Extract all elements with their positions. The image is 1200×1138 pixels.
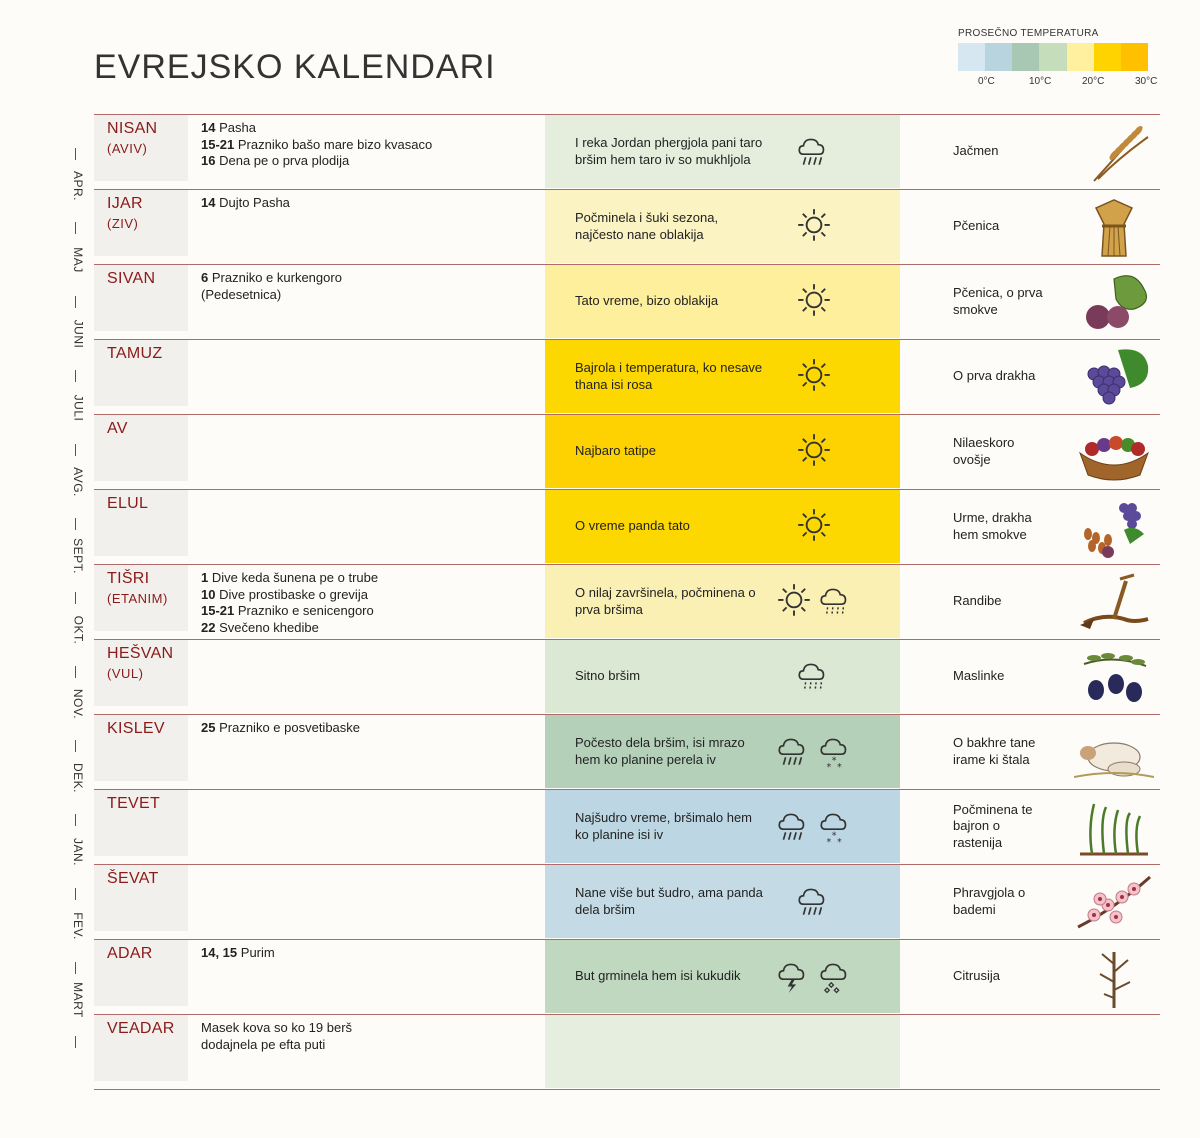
festival-text: Prazniko e posvetibaske bbox=[219, 720, 361, 735]
festival-text: Pasha bbox=[219, 120, 256, 135]
gregorian-month-label: OKT. bbox=[71, 615, 86, 645]
hebrew-month-name: ŠEVAT bbox=[107, 870, 159, 887]
festival-day: 6 bbox=[201, 270, 209, 285]
hebrew-month-cell bbox=[94, 940, 188, 1006]
weather-text: Tato vreme, bizo oblakija bbox=[575, 293, 719, 309]
crop-text: Urme, drakha hem smokve bbox=[953, 510, 1032, 542]
festival-day: 22 bbox=[201, 619, 216, 635]
svg-text:*: * bbox=[837, 761, 842, 771]
month-row bbox=[94, 489, 1160, 564]
festival-day: 25 bbox=[201, 720, 216, 735]
festival-text: Dive prostibaske o grevija bbox=[219, 586, 368, 602]
weather-icons bbox=[795, 131, 833, 171]
sun-icon bbox=[795, 356, 833, 396]
fig-icon bbox=[1074, 269, 1154, 335]
hebrew-month-cell bbox=[94, 1015, 188, 1081]
rain-cloud-icon bbox=[775, 806, 813, 846]
temperature-legend bbox=[958, 28, 1178, 92]
legend-title: PROSEČNO TEMPERATURA bbox=[958, 28, 1099, 39]
gregorian-month-label: SEPT. bbox=[71, 538, 86, 574]
hebrew-month-cell bbox=[94, 865, 188, 931]
festival-day: 1 bbox=[201, 570, 209, 585]
weather-cell bbox=[545, 940, 900, 1013]
wheat-sheaf-icon bbox=[1074, 194, 1154, 260]
barley-icon bbox=[1074, 119, 1154, 185]
weather-cell bbox=[545, 490, 900, 563]
weather-text: Nane više but šudro, ama panda dela bršim bbox=[575, 885, 763, 917]
month-row bbox=[94, 264, 1160, 339]
festival-text: Svečeno khedibe bbox=[219, 619, 319, 635]
festivals-cell bbox=[201, 1020, 361, 1053]
crop-text: Nilaeskoro ovošje bbox=[953, 435, 1015, 467]
weather-text: Počminela i šuki sezona, najčesto nane oblakija bbox=[575, 210, 719, 242]
weather-cell bbox=[545, 565, 900, 638]
month-row bbox=[94, 939, 1160, 1014]
festival-text: Dujto Pasha bbox=[219, 195, 290, 210]
month-row bbox=[94, 189, 1160, 264]
hebrew-month-alt-name: (ZIV) bbox=[107, 216, 139, 231]
festival-text: Prazniko e kurkengoro (Pedesetnica) bbox=[201, 270, 342, 302]
hebrew-month-name: ELUL bbox=[107, 495, 149, 512]
legend-tick: 30°C bbox=[1135, 76, 1158, 87]
festivals-cell bbox=[201, 120, 531, 170]
sun-icon bbox=[795, 431, 833, 471]
crop-text: Pčenica, o prva smokve bbox=[953, 285, 1043, 317]
snow-cloud-icon bbox=[817, 806, 855, 846]
weather-text: Najbaro tatipe bbox=[575, 443, 656, 459]
hebrew-month-cell bbox=[94, 490, 188, 556]
weather-icons bbox=[795, 881, 833, 921]
weather-text: O vreme panda tato bbox=[575, 518, 690, 534]
thunder-cloud-icon bbox=[775, 956, 813, 996]
weather-text: Bajrola i temperatura, ko nesave thana isi rosa bbox=[575, 360, 763, 392]
crop-text: Randibe bbox=[953, 593, 1002, 609]
hebrew-month-name: SIVAN bbox=[107, 270, 156, 287]
citrus-branch-icon bbox=[1074, 944, 1154, 1010]
weather-icons bbox=[795, 356, 833, 396]
rain-cloud-icon bbox=[795, 881, 833, 921]
festival-entry bbox=[201, 1020, 361, 1053]
weather-cell bbox=[545, 1015, 900, 1088]
weather-text: O nilaj završinela, počminena o prva bršima bbox=[575, 585, 756, 617]
month-row bbox=[94, 1014, 1160, 1090]
legend-tick: 10°C bbox=[1029, 76, 1052, 87]
svg-text:*: * bbox=[831, 755, 837, 767]
fruit-basket-icon bbox=[1074, 419, 1154, 485]
festival-day: 14 bbox=[201, 195, 216, 210]
month-row bbox=[94, 339, 1160, 414]
hebrew-month-alt-name: (AVIV) bbox=[107, 141, 148, 156]
festival-text: Dena pe o prva plodija bbox=[219, 153, 350, 168]
hebrew-month-name: ADAR bbox=[107, 945, 153, 962]
festival-entry bbox=[201, 195, 531, 212]
festival-text: Prazniko bašo mare bizo kvasaco bbox=[237, 136, 433, 152]
sun-icon bbox=[795, 206, 833, 246]
gregorian-month-label: JULI bbox=[71, 394, 85, 422]
weather-cell bbox=[545, 190, 900, 263]
festival-text: Prazniko e senicengoro bbox=[237, 603, 374, 618]
gregorian-month-label: MAJ bbox=[71, 247, 85, 273]
hail-cloud-icon bbox=[817, 956, 855, 996]
weather-cell bbox=[545, 790, 900, 863]
festival-entry bbox=[201, 120, 531, 137]
gregorian-months-column bbox=[62, 114, 92, 1074]
svg-text:*: * bbox=[826, 761, 832, 771]
weather-cell bbox=[545, 265, 900, 338]
crop-text: Citrusija bbox=[953, 968, 1000, 984]
legend-swatch bbox=[1121, 43, 1148, 71]
festival-entry bbox=[201, 587, 531, 604]
sun-icon bbox=[775, 581, 813, 621]
weather-text: I reka Jordan phergjola pani taro bršim hem taro iv so mukhljola bbox=[575, 135, 763, 167]
month-row bbox=[94, 864, 1160, 939]
weather-text bbox=[575, 1015, 765, 1088]
festival-entry bbox=[201, 720, 531, 737]
festival-day: 16 bbox=[201, 153, 216, 168]
legend-swatch bbox=[958, 43, 985, 71]
weather-icons bbox=[795, 281, 833, 321]
gregorian-month-label: NOV. bbox=[71, 688, 85, 720]
festival-text: Dive keda šunena pe o trube bbox=[211, 570, 379, 585]
month-divider bbox=[75, 1036, 76, 1048]
month-row bbox=[94, 114, 1160, 189]
weather-text: Najšudro vreme, bršimalo hem ko planine isi iv bbox=[575, 810, 753, 842]
drizzle-cloud-icon bbox=[795, 656, 833, 696]
weather-text: Sitno bršim bbox=[575, 668, 641, 684]
rain-cloud-icon bbox=[795, 131, 833, 171]
legend-tick: 20°C bbox=[1082, 76, 1105, 87]
hebrew-month-cell bbox=[94, 790, 188, 856]
festival-entry bbox=[201, 137, 531, 154]
crop-text: Phravgjola o bademi bbox=[953, 885, 1026, 917]
drizzle-cloud-icon bbox=[817, 581, 855, 621]
hebrew-month-name: HEŠVAN bbox=[107, 645, 174, 662]
hebrew-month-name: VEADAR bbox=[107, 1020, 175, 1037]
festival-day: 15-21 bbox=[201, 136, 235, 152]
month-row bbox=[94, 639, 1160, 714]
hebrew-month-cell bbox=[94, 115, 188, 181]
hebrew-month-alt-name: (VUL) bbox=[107, 666, 144, 681]
svg-text:*: * bbox=[826, 836, 832, 846]
festivals-cell bbox=[201, 720, 531, 737]
snow-cloud-icon bbox=[817, 731, 855, 771]
hebrew-month-cell bbox=[94, 340, 188, 406]
gregorian-month-label: DEK. bbox=[71, 762, 86, 794]
legend-ticks bbox=[958, 76, 1178, 92]
hebrew-month-cell bbox=[94, 265, 188, 331]
legend-swatch bbox=[1067, 43, 1094, 71]
sun-icon bbox=[795, 506, 833, 546]
weather-icons bbox=[775, 731, 855, 771]
hebrew-month-name: AV bbox=[107, 420, 128, 437]
weather-cell bbox=[545, 115, 900, 188]
weather-cell bbox=[545, 715, 900, 788]
festival-entry bbox=[201, 570, 531, 587]
plow-icon bbox=[1074, 569, 1154, 635]
festivals-cell bbox=[201, 195, 531, 212]
gregorian-month-label: AVG. bbox=[71, 467, 86, 497]
hebrew-month-name: IJAR bbox=[107, 195, 143, 212]
grapes-icon bbox=[1074, 344, 1154, 410]
sprout-icon bbox=[1074, 794, 1154, 860]
weather-cell bbox=[545, 415, 900, 488]
rain-cloud-icon bbox=[775, 731, 813, 771]
weather-icons bbox=[795, 656, 833, 696]
hebrew-month-name: NISAN bbox=[107, 120, 158, 137]
weather-cell bbox=[545, 340, 900, 413]
hebrew-month-name: TEVET bbox=[107, 795, 161, 812]
month-row bbox=[94, 564, 1160, 639]
festivals-cell bbox=[201, 270, 361, 303]
month-row bbox=[94, 414, 1160, 489]
legend-tick: 0°C bbox=[978, 76, 995, 87]
weather-icons bbox=[775, 956, 855, 996]
festival-entry bbox=[201, 945, 531, 962]
svg-text:*: * bbox=[831, 830, 837, 842]
crop-text: Počminena te bajron o rastenija bbox=[953, 801, 1033, 850]
hebrew-month-cell bbox=[94, 640, 188, 706]
festival-text: Purim bbox=[240, 945, 275, 960]
calendar-table bbox=[94, 114, 1160, 1090]
hebrew-month-cell bbox=[94, 715, 188, 781]
crop-text: Maslinke bbox=[953, 668, 1005, 684]
weather-icons bbox=[795, 431, 833, 471]
festival-text: Masek kova so ko 19 berš dodajnela pe efta puti bbox=[201, 1020, 353, 1052]
legend-swatch bbox=[1012, 43, 1039, 71]
month-row bbox=[94, 789, 1160, 864]
legend-swatch bbox=[985, 43, 1012, 71]
sheep-icon bbox=[1074, 719, 1154, 785]
weather-cell bbox=[545, 640, 900, 713]
svg-text:*: * bbox=[837, 836, 842, 846]
hebrew-month-cell bbox=[94, 565, 188, 631]
festival-entry bbox=[201, 270, 361, 303]
hebrew-month-cell bbox=[94, 415, 188, 481]
dates-grapes-icon bbox=[1074, 494, 1154, 560]
hebrew-month-name: TAMUZ bbox=[107, 345, 163, 362]
weather-icons bbox=[795, 206, 833, 246]
weather-text: Počesto dela bršim, isi mrazo hem ko planine perela iv bbox=[575, 735, 745, 767]
festival-entry bbox=[201, 620, 531, 637]
crop-text: Pčenica bbox=[953, 218, 1000, 234]
festival-day: 14, 15 bbox=[201, 945, 238, 960]
legend-swatch bbox=[1094, 43, 1121, 71]
month-row bbox=[94, 714, 1160, 789]
festival-day: 10 bbox=[201, 586, 216, 602]
gregorian-month-label: APR. bbox=[71, 170, 86, 202]
festival-entry bbox=[201, 603, 531, 620]
hebrew-month-alt-name: (ETANIM) bbox=[107, 591, 168, 606]
festival-entry bbox=[201, 153, 531, 170]
gregorian-month-label: JUNI bbox=[71, 319, 86, 349]
weather-icons bbox=[775, 806, 855, 846]
crop-text: O bakhre tane irame ki štala bbox=[953, 735, 1036, 767]
festivals-cell bbox=[201, 570, 531, 636]
olive-icon bbox=[1074, 644, 1154, 710]
page-title: EVREJSKO KALENDARI bbox=[94, 48, 496, 86]
sun-icon bbox=[795, 281, 833, 321]
crop-text: Jačmen bbox=[953, 143, 999, 159]
hebrew-month-cell bbox=[94, 190, 188, 256]
festival-day: 15-21 bbox=[201, 603, 235, 618]
crop-text: O prva drakha bbox=[953, 368, 1036, 384]
gregorian-month-label: JAN. bbox=[71, 837, 86, 867]
legend-swatch bbox=[1039, 43, 1066, 71]
festival-day: 14 bbox=[201, 120, 216, 135]
weather-text: But grminela hem isi kukudik bbox=[575, 968, 741, 984]
gregorian-month-label: MART bbox=[71, 982, 85, 1018]
almond-blossom-icon bbox=[1074, 869, 1154, 935]
hebrew-month-name: KISLEV bbox=[107, 720, 165, 737]
weather-icons bbox=[795, 506, 833, 546]
legend-color-bar bbox=[958, 43, 1148, 71]
weather-cell bbox=[545, 865, 900, 938]
festivals-cell bbox=[201, 945, 531, 962]
hebrew-month-name: TIŠRI bbox=[107, 570, 150, 587]
weather-icons bbox=[775, 581, 855, 621]
gregorian-month-label: FEV. bbox=[71, 912, 86, 940]
